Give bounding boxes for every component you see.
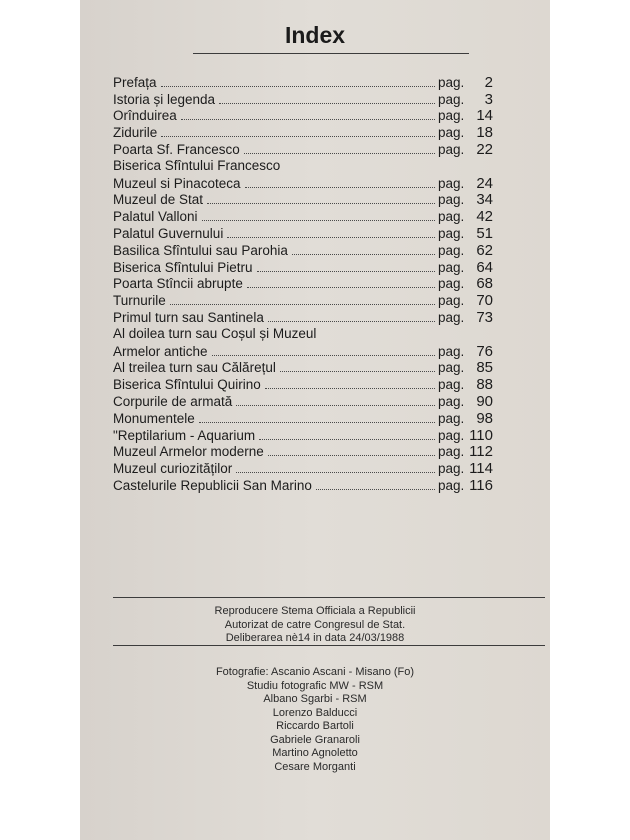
toc-entry	[113, 259, 493, 276]
page-number: 88	[476, 376, 493, 394]
credit-line: Riccardo Bartoli	[276, 720, 354, 732]
toc-entry-title: Poarta Sf. Francesco	[113, 141, 240, 157]
page-number: 68	[476, 275, 493, 293]
toc-entry-title: Palatul Guvernului	[113, 225, 224, 241]
dot-leader	[199, 422, 435, 423]
page-label: pag.	[438, 74, 465, 90]
authorization-line: Autorizat de catre Congresul de Stat.	[224, 618, 406, 631]
toc-row	[113, 393, 493, 410]
toc-row	[113, 175, 493, 192]
toc-entry-title: "Reptilarium - Aquarium	[113, 427, 256, 443]
credit-line: Albano Sgarbi - RSM	[263, 693, 367, 705]
page-label: pag.	[438, 276, 465, 292]
credit-line: Lorenzo Balducci	[272, 706, 358, 719]
page-label: pag.	[438, 309, 465, 325]
page-label: pag.	[438, 293, 465, 309]
page-label: pag.	[438, 192, 465, 208]
page-label: pag.	[438, 242, 465, 258]
dot-leader	[280, 371, 435, 372]
toc-entry-title: Biserica Sfîntului Pietru	[113, 259, 253, 275]
toc-entry-title: Primul turn sau Santinela	[113, 309, 264, 325]
page-label: pag.	[438, 259, 465, 275]
toc-entry-title: Corpurile de armată	[113, 393, 233, 409]
toc-entry-title: Poarta Stîncii abrupte	[113, 276, 243, 292]
toc-row	[113, 192, 493, 209]
page-number: 18	[476, 124, 493, 142]
toc-entry-title: Palatul Valloni	[113, 209, 198, 225]
dot-leader	[181, 119, 435, 120]
page-number: 22	[476, 140, 493, 158]
toc-entry-title: Muzeul Armelor moderne	[113, 444, 264, 460]
toc-row	[113, 477, 493, 494]
toc-row	[113, 376, 493, 393]
toc-entry-title-line: Al doilea turn sau Coșul și Muzeul	[113, 325, 317, 341]
authorization-line: Deliberarea nè14 in data 24/03/1988	[225, 632, 405, 644]
toc-entry	[113, 460, 493, 477]
toc-row	[113, 309, 493, 326]
toc-entry	[113, 74, 493, 91]
dot-leader	[257, 271, 435, 272]
page-label: pag.	[438, 141, 465, 157]
page-number: 42	[476, 208, 493, 226]
page-number: 70	[476, 292, 493, 310]
page-number: 51	[476, 224, 493, 242]
credit-line: Gabriele Granaroli	[270, 733, 360, 746]
dot-leader	[245, 187, 435, 188]
dot-leader	[227, 237, 435, 238]
page-number: 98	[476, 409, 493, 427]
dot-leader	[316, 489, 435, 490]
toc-row	[113, 108, 493, 125]
toc-row	[113, 343, 493, 360]
dot-leader	[219, 103, 435, 104]
dot-leader	[244, 153, 435, 154]
page-label: pag.	[438, 125, 465, 141]
divider-bottom	[113, 645, 545, 646]
toc-entry-title-line: Biserica Sfîntului Francesco	[113, 157, 281, 173]
credit-line: Studiu fotografic MW - RSM	[246, 679, 384, 692]
dot-leader	[170, 304, 435, 305]
page-label: pag.	[438, 360, 465, 376]
toc-entry	[113, 360, 493, 377]
page-number: 90	[476, 392, 493, 410]
photo-credits	[80, 666, 550, 774]
toc-entry	[113, 124, 493, 141]
toc-entry-title: Prefața	[113, 74, 157, 90]
page-number: 112	[469, 443, 493, 461]
toc-row	[113, 410, 493, 427]
authorization-note	[80, 605, 550, 646]
toc-row	[113, 225, 493, 242]
toc-entry	[113, 276, 493, 293]
page-label: pag.	[438, 444, 465, 460]
page-label: pag.	[438, 377, 465, 393]
page-label: pag.	[438, 209, 465, 225]
toc-entry-title: Monumentele	[113, 410, 195, 426]
toc-row	[113, 91, 493, 108]
authorization-line: Reproducere Stema Officiala a Republicii	[214, 605, 416, 617]
toc-entry-title: Basilica Sfîntului sau Parohia	[113, 242, 288, 258]
page-number: 3	[484, 90, 493, 108]
page-number: 62	[476, 241, 493, 259]
toc-entry	[113, 292, 493, 309]
page-number: 14	[476, 107, 493, 125]
credit-line: Fotografie: Ascanio Ascani - Misano (Fo)	[215, 666, 415, 678]
page-number: 34	[476, 191, 493, 209]
dot-leader	[161, 136, 435, 137]
page-number: 114	[469, 460, 493, 478]
page-number: 64	[476, 258, 493, 276]
page-label: pag.	[438, 427, 465, 443]
toc-entry-title: Armelor antiche	[113, 343, 208, 359]
page-label: pag.	[438, 477, 465, 493]
toc-entry-title: Turnurile	[113, 293, 166, 309]
toc-entry	[113, 225, 493, 242]
dot-leader	[161, 86, 435, 87]
dot-leader	[247, 287, 435, 288]
toc-entry-title: Castelurile Republicii San Marino	[113, 477, 312, 493]
toc-entry-title: Muzeul de Stat	[113, 192, 204, 208]
page-label: pag.	[438, 343, 465, 359]
toc-row	[113, 242, 493, 259]
toc-row	[113, 292, 493, 309]
table-of-contents	[113, 74, 493, 494]
page-label: pag.	[438, 225, 465, 241]
dot-leader	[268, 321, 435, 322]
toc-row	[113, 141, 493, 158]
toc-row	[113, 460, 493, 477]
toc-entry	[113, 326, 493, 360]
dot-leader	[207, 203, 435, 204]
page-label: pag.	[438, 393, 465, 409]
page-number: 2	[484, 73, 493, 91]
toc-entry	[113, 141, 493, 158]
page-number: 76	[476, 342, 493, 360]
toc-entry	[113, 91, 493, 108]
page-number: 116	[469, 476, 493, 494]
page-label: pag.	[438, 91, 465, 107]
toc-entry	[113, 376, 493, 393]
toc-entry-title: Muzeul curiozităților	[113, 461, 233, 477]
dot-leader	[236, 405, 435, 406]
toc-row	[113, 360, 493, 377]
page-title: Index	[284, 22, 346, 48]
dot-leader	[265, 388, 435, 389]
toc-row	[113, 259, 493, 276]
page-number: 24	[476, 174, 493, 192]
divider-top	[113, 597, 545, 598]
credit-line: Cesare Morganti	[274, 760, 356, 773]
dot-leader	[236, 472, 435, 473]
toc-entry	[113, 208, 493, 225]
toc-entry	[113, 192, 493, 209]
toc-entry	[113, 108, 493, 125]
toc-entry	[113, 444, 493, 461]
toc-row	[113, 208, 493, 225]
title-underline	[193, 53, 469, 54]
credit-line: Martino Agnoletto	[272, 747, 358, 759]
toc-row	[113, 276, 493, 293]
toc-entry	[113, 477, 493, 494]
toc-entry-title: Zidurile	[113, 125, 158, 141]
page-label: pag.	[438, 461, 465, 477]
toc-entry-title: Biserica Sfîntului Quirino	[113, 377, 261, 393]
toc-entry	[113, 410, 493, 427]
toc-row	[113, 427, 493, 444]
dot-leader	[268, 455, 435, 456]
toc-entry-title: Istoria și legenda	[113, 91, 216, 107]
page-number: 110	[469, 426, 493, 444]
dot-leader	[292, 254, 435, 255]
toc-entry	[113, 393, 493, 410]
toc-entry	[113, 158, 493, 192]
dot-leader	[212, 355, 435, 356]
toc-entry-title: Orînduirea	[113, 108, 177, 124]
dot-leader	[259, 439, 435, 440]
toc-row	[113, 124, 493, 141]
toc-row	[113, 74, 493, 91]
toc-entry-title: Al treilea turn sau Călărețul	[113, 360, 276, 376]
toc-entry	[113, 309, 493, 326]
page-label: pag.	[438, 108, 465, 124]
dot-leader	[202, 220, 435, 221]
page-number: 73	[476, 308, 493, 326]
toc-row	[113, 444, 493, 461]
toc-entry-title: Muzeul si Pinacoteca	[113, 175, 241, 191]
page-label: pag.	[438, 175, 465, 191]
page-number: 85	[476, 359, 493, 377]
page-label: pag.	[438, 410, 465, 426]
toc-entry	[113, 427, 493, 444]
toc-entry	[113, 242, 493, 259]
